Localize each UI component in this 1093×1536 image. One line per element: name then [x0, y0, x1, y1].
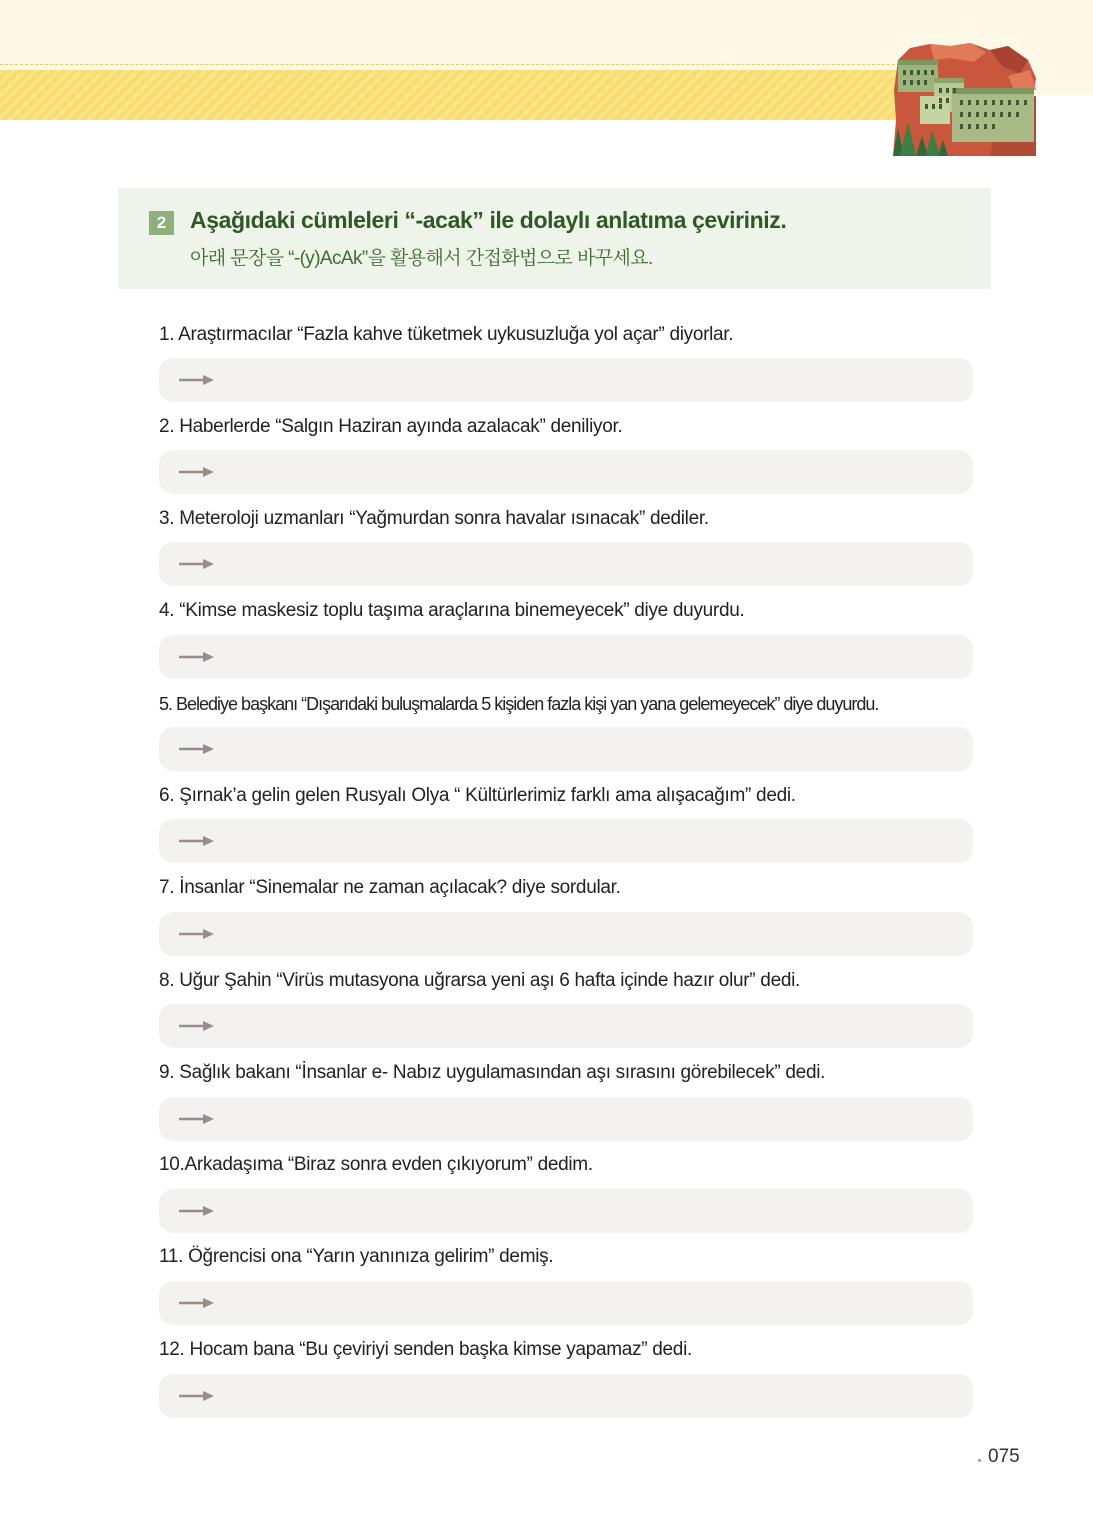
- header-dashed-line: [0, 64, 900, 65]
- arrow-right-icon: [179, 743, 215, 755]
- answer-field-11[interactable]: [159, 1281, 973, 1325]
- answer-field-10[interactable]: [159, 1189, 973, 1233]
- page-number-dot: [978, 1459, 981, 1462]
- arrow-right-icon: [179, 374, 215, 386]
- arrow-right-icon: [179, 1020, 215, 1032]
- question-12: 12. Hocam bana “Bu çeviriyi senden başka kimse yapamaz” dedi.: [159, 1339, 692, 1360]
- question-7: 7. İnsanlar “Sinemalar ne zaman açılacak? diye sordular.: [159, 877, 621, 898]
- answer-field-5[interactable]: [159, 727, 973, 771]
- arrow-right-icon: [179, 1205, 215, 1217]
- answer-field-1[interactable]: [159, 358, 973, 402]
- arrow-right-icon: [179, 1113, 215, 1125]
- question-11: 11. Öğrencisi ona “Yarın yanınıza gelirim” demiş.: [159, 1246, 554, 1267]
- page-number: 075: [988, 1446, 1020, 1467]
- monastery-cliff-illustration: [890, 40, 1040, 158]
- question-4: 4. “Kimse maskesiz toplu taşıma araçlarına binemeyecek” diye duyurdu.: [159, 600, 745, 621]
- instruction-korean: 아래 문장을 “-(y)AcAk”을 활용해서 간접화법으로 바꾸세요.: [190, 248, 653, 269]
- arrow-right-icon: [179, 1297, 215, 1309]
- question-1: 1. Araştırmacılar “Fazla kahve tüketmek uykusuzluğa yol açar” diyorlar.: [159, 324, 734, 345]
- question-8: 8. Uğur Şahin “Virüs mutasyona uğrarsa yeni aşı 6 hafta içinde hazır olur” dedi.: [159, 970, 801, 991]
- answer-field-6[interactable]: [159, 819, 973, 863]
- answer-field-7[interactable]: [159, 912, 973, 956]
- answer-field-12[interactable]: [159, 1374, 973, 1418]
- exercise-number-badge: 2: [149, 211, 174, 235]
- arrow-right-icon: [179, 651, 215, 663]
- question-2: 2. Haberlerde “Salgın Haziran ayında azalacak” deniliyor.: [159, 416, 623, 437]
- header-stripe-band: [0, 70, 900, 120]
- instruction-box: [118, 188, 991, 289]
- question-9: 9. Sağlık bakanı “İnsanlar e- Nabız uygulamasından aşı sırasını görebilecek” dedi.: [159, 1062, 826, 1083]
- answer-field-9[interactable]: [159, 1097, 973, 1141]
- answer-field-3[interactable]: [159, 542, 973, 586]
- question-6: 6. Şırnak’a gelin gelen Rusyalı Olya “ Kültürlerimiz farklı ama alışacağım” dedi.: [159, 785, 796, 806]
- arrow-right-icon: [179, 466, 215, 478]
- arrow-right-icon: [179, 835, 215, 847]
- question-3: 3. Meteroloji uzmanları “Yağmurdan sonra havalar ısınacak” dediler.: [159, 508, 709, 529]
- arrow-right-icon: [179, 1390, 215, 1402]
- answer-field-8[interactable]: [159, 1004, 973, 1048]
- arrow-right-icon: [179, 558, 215, 570]
- instruction-turkish: Aşağıdaki cümleleri “-acak” ile dolaylı anlatıma çeviriniz.: [190, 207, 787, 233]
- answer-field-4[interactable]: [159, 635, 973, 679]
- question-5: 5. Belediye başkanı “Dışarıdaki buluşmalarda 5 kişiden fazla kişi yan yana gelemeyecek” diye duyurdu.: [159, 694, 879, 714]
- answer-field-2[interactable]: [159, 450, 973, 494]
- question-10: 10.Arkadaşıma “Biraz sonra evden çıkıyorum” dedim.: [159, 1154, 593, 1175]
- arrow-right-icon: [179, 928, 215, 940]
